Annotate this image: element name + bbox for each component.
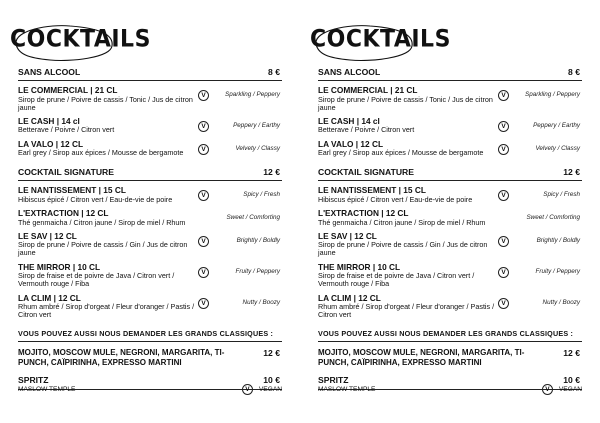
item-taste: Brightly / Boldly	[536, 236, 580, 244]
item-description: Sirop de prune / Poivre de cassis / Gin / Jus de citron jaune	[18, 240, 188, 258]
spritz-name: SPRITZ	[318, 375, 349, 386]
item-name: THE MIRROR | 10 CL	[318, 261, 401, 272]
vegan-label: VEGAN	[558, 386, 582, 393]
item-name: LE NANTISSEMENT | 15 CL	[18, 185, 126, 196]
menu-item	[318, 232, 582, 258]
item-name: LA CLIM | 12 CL	[18, 292, 81, 303]
vegan-icon: V	[198, 90, 209, 101]
item-text	[318, 209, 496, 227]
section-price: 8 €	[568, 67, 580, 77]
item-taste: Brightly / Boldly	[236, 236, 280, 244]
item-description: Betterave / Poivre / Citron vert	[18, 125, 115, 135]
item-taste: Sparkling / Peppery	[525, 91, 580, 98]
vegan-icon: V	[498, 144, 509, 155]
item-name: L'EXTRACTION | 12 CL	[18, 208, 109, 219]
vegan-icon: V	[198, 267, 209, 278]
classics-row	[318, 348, 582, 367]
sans-alcool-list	[18, 86, 282, 157]
vegan-icon: V	[498, 90, 509, 101]
item-description: Hibiscus épicé / Citron vert / Eau-de-vie de poire	[18, 194, 173, 204]
item-name: LA VALO | 12 CL	[318, 138, 384, 149]
cocktails-logo	[310, 22, 451, 64]
vegan-legend	[242, 384, 282, 395]
classics-list: MOJITO, MOSCOW MULE, NEGRONI, MARGARITA, TI-PUNCH, CAÏPIRINHA, EXPRESSO MARTINI	[18, 348, 225, 367]
section-price: 12 €	[563, 167, 580, 178]
menu-item	[18, 117, 282, 135]
menu-item	[18, 232, 282, 258]
signature-list	[318, 186, 582, 319]
item-description: Thé genmaicha / Citron jaune / Sirop de miel / Rhum	[318, 217, 486, 227]
vegan-icon: V	[498, 267, 509, 278]
item-description: Sirop de fraise et de poivre de Java / Citron vert / Vermouth rouge / Fiba	[18, 271, 175, 289]
logo-text: COCKTAILS	[310, 25, 451, 54]
item-text	[18, 294, 196, 320]
item-text	[18, 117, 196, 135]
item-taste: Spicy / Fresh	[243, 191, 280, 199]
item-name: L'EXTRACTION | 12 CL	[318, 208, 409, 219]
item-name: LE COMMERCIAL | 21 CL	[18, 85, 118, 95]
sans-alcool-list	[318, 86, 582, 157]
item-text	[18, 263, 196, 289]
section-sans-alcool	[318, 66, 582, 81]
item-name: LE NANTISSEMENT | 15 CL	[318, 185, 426, 196]
vegan-legend	[542, 384, 582, 395]
menu-footer	[318, 384, 582, 395]
item-text	[18, 232, 196, 258]
section-title: SANS ALCOOL	[318, 67, 381, 77]
item-description: Thé genmaicha / Citron jaune / Sirop de miel / Rhum	[18, 217, 186, 227]
item-text	[318, 140, 496, 158]
item-name: LE CASH | 14 cl	[18, 115, 80, 126]
item-taste: Fruity / Peppery	[535, 267, 580, 275]
section-price: 8 €	[268, 67, 280, 77]
menu-content	[18, 66, 282, 390]
menu-item	[318, 86, 582, 112]
item-taste: Sweet / Comforting	[226, 214, 280, 222]
menu-content	[318, 66, 582, 390]
item-description: Sirop de prune / Poivre de cassis / Tonic / Jus de citron jaune	[318, 94, 493, 112]
vegan-icon: V	[198, 298, 209, 309]
item-text	[318, 294, 496, 320]
menu-item	[18, 86, 282, 112]
item-taste: Spicy / Fresh	[543, 191, 580, 199]
item-description: Sirop de prune / Poivre de cassis / Gin / Jus de citron jaune	[318, 240, 488, 258]
spritz-price: 10 €	[263, 375, 280, 386]
item-taste: Sweet / Comforting	[526, 214, 580, 222]
section-signature	[18, 166, 282, 181]
item-text	[318, 232, 496, 258]
item-taste: Velvety / Classy	[535, 144, 580, 152]
vegan-label: VEGAN	[258, 386, 282, 393]
cocktails-logo	[10, 22, 151, 64]
item-text	[18, 86, 196, 112]
vegan-icon: V	[242, 384, 253, 395]
item-name: LE COMMERCIAL | 21 CL	[318, 85, 418, 95]
section-title: COCKTAIL SIGNATURE	[318, 167, 414, 178]
item-description: Sirop de fraise et de poivre de Java / Citron vert / Vermouth rouge / Fiba	[318, 271, 475, 289]
menu-item	[318, 294, 582, 320]
item-description: Rhum ambré / Sirop d'orgeat / Fleur d'oranger / Pastis / Citron vert	[18, 302, 195, 320]
vegan-icon: V	[498, 236, 509, 247]
item-taste: Peppery / Earthy	[533, 121, 580, 129]
item-name: LE CASH | 14 cl	[318, 115, 380, 126]
section-title: COCKTAIL SIGNATURE	[18, 167, 114, 178]
item-text	[318, 86, 496, 112]
signature-list	[18, 186, 282, 319]
item-name: THE MIRROR | 10 CL	[18, 261, 101, 272]
classics-note: VOUS POUVEZ AUSSI NOUS DEMANDER LES GRANDS CLASSIQUES :	[318, 319, 582, 342]
item-taste: Velvety / Classy	[235, 144, 280, 152]
vegan-icon: V	[198, 190, 209, 201]
item-text	[18, 140, 196, 158]
vegan-icon: V	[498, 298, 509, 309]
item-text	[318, 263, 496, 289]
section-sans-alcool	[18, 66, 282, 81]
item-description: Earl grey / Sirop aux épices / Mousse de bergamote	[18, 148, 184, 158]
menu-item	[318, 263, 582, 289]
item-taste: Sparkling / Peppery	[225, 91, 280, 98]
venue-name: MASLOW TEMPLE	[18, 386, 76, 393]
item-taste: Nutty / Boozy	[242, 298, 280, 306]
item-name: LE SAV | 12 CL	[18, 230, 77, 241]
item-description: Hibiscus épicé / Citron vert / Eau-de-vie de poire	[318, 194, 473, 204]
item-text	[18, 186, 196, 204]
classics-note: VOUS POUVEZ AUSSI NOUS DEMANDER LES GRANDS CLASSIQUES :	[18, 319, 282, 342]
item-taste: Nutty / Boozy	[542, 298, 580, 306]
item-description: Sirop de prune / Poivre de cassis / Tonic / Jus de citron jaune	[18, 94, 193, 112]
venue-name: MASLOW TEMPLE	[318, 386, 376, 393]
section-title: SANS ALCOOL	[18, 67, 81, 77]
menu-item	[18, 263, 282, 289]
spritz-price: 10 €	[563, 375, 580, 386]
classics-price: 12 €	[563, 348, 580, 359]
vegan-icon: V	[198, 236, 209, 247]
item-name: LE SAV | 12 CL	[318, 230, 377, 241]
menu-item	[18, 186, 282, 204]
item-taste: Peppery / Earthy	[233, 121, 280, 129]
vegan-icon: V	[498, 121, 509, 132]
section-price: 12 €	[263, 167, 280, 178]
menu-item	[18, 140, 282, 158]
vegan-icon: V	[198, 144, 209, 155]
logo-text: COCKTAILS	[10, 25, 151, 54]
menu-item	[18, 294, 282, 320]
menu-item	[318, 209, 582, 227]
item-name: LA VALO | 12 CL	[18, 138, 84, 149]
item-description: Earl grey / Sirop aux épices / Mousse de bergamote	[318, 148, 484, 158]
item-name: LA CLIM | 12 CL	[318, 292, 381, 303]
menu-item	[318, 117, 582, 135]
vegan-icon: V	[542, 384, 553, 395]
item-taste: Fruity / Peppery	[235, 267, 280, 275]
item-description: Rhum ambré / Sirop d'orgeat / Fleur d'oranger / Pastis / Citron vert	[318, 302, 495, 320]
item-text	[318, 117, 496, 135]
vegan-icon: V	[498, 190, 509, 201]
menu-page-right	[300, 0, 600, 423]
menu-item	[318, 140, 582, 158]
item-description: Betterave / Poivre / Citron vert	[318, 125, 415, 135]
menu-footer	[18, 384, 282, 395]
vegan-icon: V	[198, 121, 209, 132]
classics-price: 12 €	[263, 348, 280, 359]
classics-list: MOJITO, MOSCOW MULE, NEGRONI, MARGARITA, TI-PUNCH, CAÏPIRINHA, EXPRESSO MARTINI	[318, 348, 525, 367]
spritz-name: SPRITZ	[18, 375, 49, 386]
item-text	[18, 209, 196, 227]
section-signature	[318, 166, 582, 181]
item-text	[318, 186, 496, 204]
menu-item	[18, 209, 282, 227]
menu-item	[318, 186, 582, 204]
classics-row	[18, 348, 282, 367]
